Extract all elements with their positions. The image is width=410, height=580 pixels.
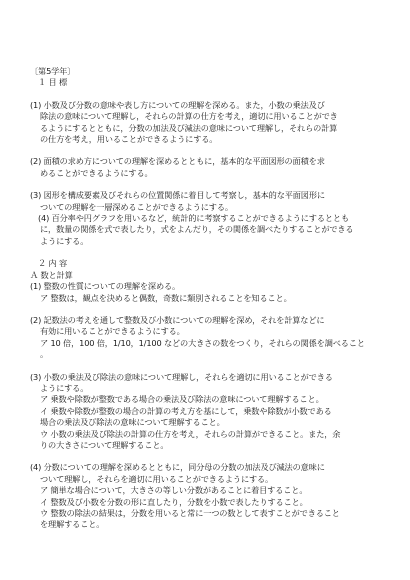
text-line: 有効に用いることができるようにする。	[40, 326, 185, 337]
text-line: (2) 記数法の考えを通して整数及び小数についての理解を深め，それを計算などに	[30, 314, 325, 325]
text-line: ついての理解を一層深めることができるようにする。	[40, 201, 233, 212]
content-item-4	[30, 462, 390, 530]
text-line: るようにするとともに，分数の加法及び減法の意味について理解し，それらの計算	[40, 122, 338, 133]
text-line: に，数量の関係を式で表したり，式をよんだり，その関係を調べたりすることができる	[40, 224, 354, 235]
goal-item-3-4	[30, 190, 390, 247]
text-line: りの大きさについて理解すること。	[40, 439, 169, 450]
text-line: を理解すること。	[40, 519, 105, 530]
text-line: ようにする。	[40, 382, 89, 393]
text-line: ついて理解し，それらを適切に用いることができるようにする。	[40, 473, 274, 484]
text-line: 。	[40, 349, 49, 360]
text-line: ア 整数は，観点を決めると偶数，奇数に類別されることを知ること。	[40, 292, 292, 303]
content-item-2	[30, 315, 390, 361]
content-item-3	[30, 372, 390, 452]
text-line: (3) 図形を構成要素及びそれらの位置関係に着目して考察し，基本的な平面図形に	[30, 190, 325, 201]
text-line: の仕方を考え，用いることができるようにする。	[40, 134, 218, 145]
text-line: ウ 小数の乗法及び除法の計算の仕方を考え，それらの計算ができること。また，余	[40, 428, 341, 439]
text-line: (3) 小数の乗法及び除法の意味について理解し，それらを適切に用いることができる	[30, 371, 333, 382]
content-item-1	[30, 281, 390, 304]
text-line: (2) 面積の求め方についての理解を深めるとともに，基本的な平面図形の面積を求	[30, 156, 325, 167]
contents-heading: ２ 内 容	[38, 258, 68, 269]
contents-subheading: Ａ 数と計算	[30, 269, 73, 280]
text-line: 除法の意味について理解し，それらの計算の仕方を考え，適切に用いることができ	[40, 111, 338, 122]
text-line: (1) 小数及び分数の意味や表し方についての理解を深める。また，小数の乗法及び	[30, 99, 325, 110]
text-line: めることができるようにする。	[40, 167, 153, 178]
grade-header: 〔第5学年〕	[30, 66, 76, 76]
text-line: (4) 百分率や円グラフを用いるなど，統計的に考察することができるようにするととも	[38, 213, 349, 224]
text-line: (1) 整数の性質についての理解を深める。	[30, 281, 181, 292]
text-line: ア 乗数や除数が整数である場合の乗法及び除法の意味について理解すること。	[40, 394, 324, 405]
text-line: ア 10 倍，100 倍，1/10，1/100 などの大きさの数をつくり，それらの関係を調べること	[40, 337, 365, 348]
text-line: ウ 整数の除法の結果は，分数を用いると常に一つの数として表すことができること	[40, 508, 340, 518]
goal-item-1	[30, 100, 390, 146]
text-line: ア 簡単な場合について，大きさの等しい分数があることに着目すること。	[40, 485, 308, 496]
goal-item-2	[30, 156, 390, 179]
text-line: イ 乗数や除数が整数の場合の計算の考え方を基にして，乗数や除数が小数である	[40, 405, 332, 416]
text-line: ようにする。	[40, 235, 89, 246]
text-line: イ 整数及び小数を分数の形に直したり，分数を小数で表したりすること。	[40, 496, 308, 507]
goals-heading: １ 目 標	[38, 77, 68, 88]
text-line: (4) 分数についての理解を深めるとともに，同分母の分数の加法及び減法の意味に	[30, 462, 325, 473]
text-line: 場合の乗法及び除法の意味について理解すること。	[40, 417, 225, 428]
